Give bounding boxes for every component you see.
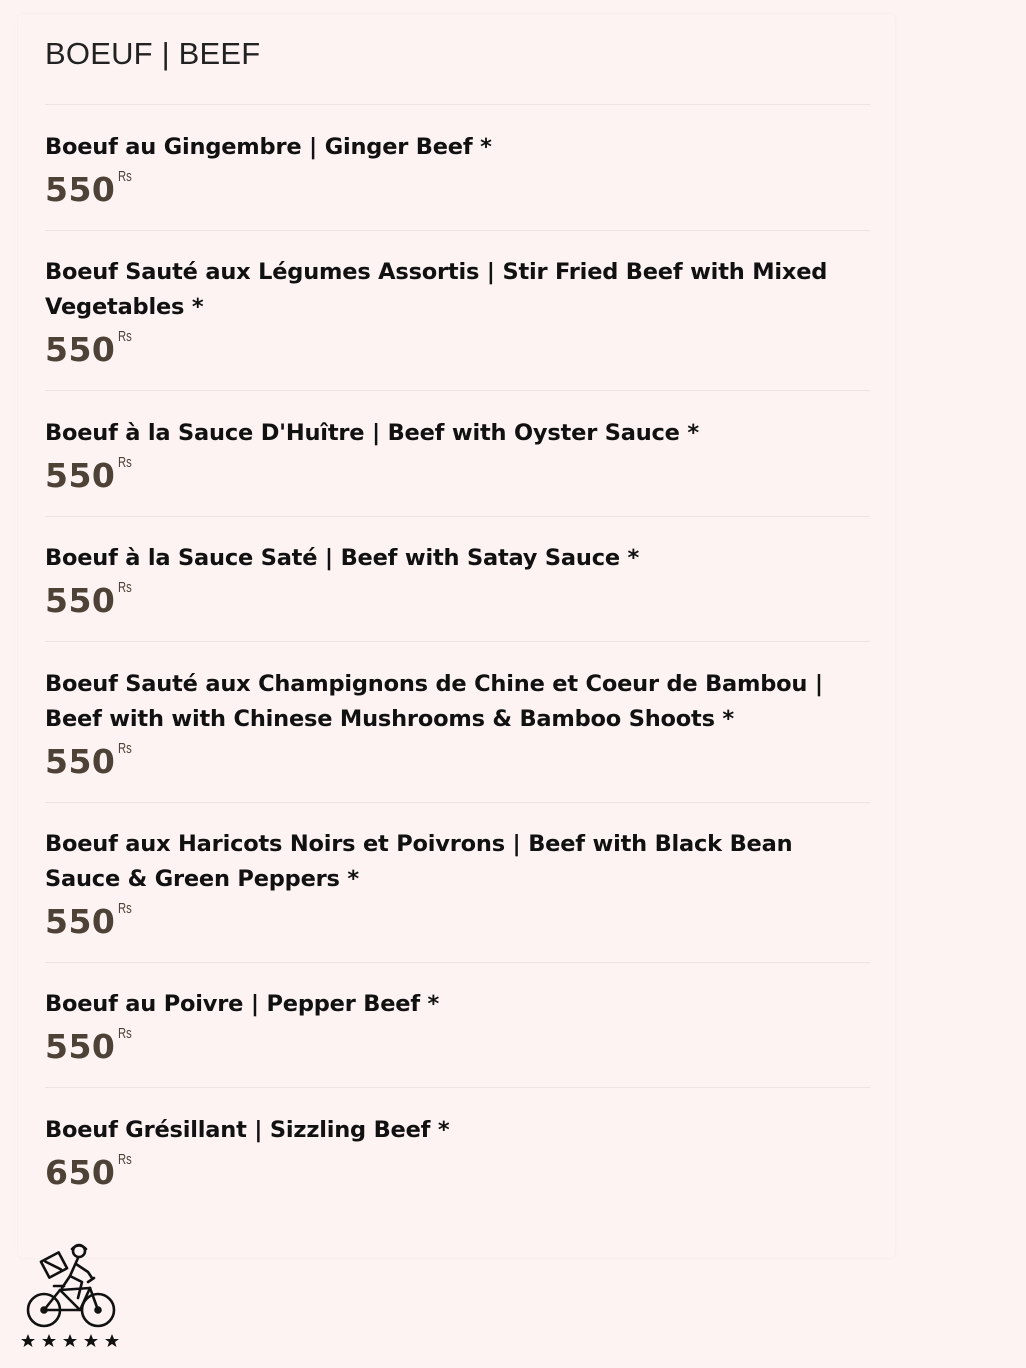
menu-item-name: Boeuf à la Sauce Saté | Beef with Satay Sauce *	[45, 545, 640, 571]
menu-item-price	[45, 330, 875, 376]
divider	[45, 641, 870, 642]
menu-item-satay-sauce-beef[interactable]	[45, 541, 875, 627]
menu-item-price	[45, 742, 875, 788]
menu-item-name: Boeuf Grésillant | Sizzling Beef *	[45, 1117, 450, 1143]
menu-item-price	[45, 456, 875, 502]
divider	[45, 516, 870, 517]
menu-item-name: Boeuf Sauté aux Légumes Assortis | Stir Fried Beef with Mixed Vegetables *	[45, 259, 828, 320]
section-title: BOEUF | BEEF	[45, 36, 261, 71]
menu-item-mushroom-bamboo-beef[interactable]	[45, 667, 875, 788]
divider	[45, 104, 870, 105]
price-value: 550	[45, 330, 116, 369]
price-currency: Rs	[118, 1151, 133, 1168]
menu-item-black-bean-beef[interactable]	[45, 827, 875, 948]
price-value: 650	[45, 1153, 116, 1192]
divider	[45, 230, 870, 231]
delivery-cyclist-icon	[18, 1242, 124, 1352]
divider	[45, 962, 870, 963]
menu-item-name: Boeuf aux Haricots Noirs et Poivrons | Beef with Black Bean Sauce & Green Peppers *	[45, 831, 793, 892]
menu-item-name: Boeuf au Poivre | Pepper Beef *	[45, 991, 440, 1017]
price-value: 550	[45, 456, 116, 495]
menu-item-oyster-sauce-beef[interactable]	[45, 416, 875, 502]
menu-item-name: Boeuf à la Sauce D'Huître | Beef with Oyster Sauce *	[45, 420, 699, 446]
five-stars-icon	[21, 1334, 119, 1347]
price-currency: Rs	[118, 168, 133, 185]
menu-item-price	[45, 581, 875, 627]
price-value: 550	[45, 742, 116, 781]
price-currency: Rs	[118, 579, 133, 596]
divider	[45, 802, 870, 803]
price-currency: Rs	[118, 454, 133, 471]
price-value: 550	[45, 902, 116, 941]
menu-item-price	[45, 902, 875, 948]
menu-item-name: Boeuf Sauté aux Champignons de Chine et Coeur de Bambou | Beef with with Chinese Mushrooms & Bamboo Shoots *	[45, 671, 823, 732]
price-value: 550	[45, 1027, 116, 1066]
menu-item-sizzling-beef[interactable]	[45, 1113, 875, 1199]
menu-item-pepper-beef[interactable]	[45, 987, 875, 1073]
price-value: 550	[45, 170, 116, 209]
menu-item-stir-fried-beef[interactable]	[45, 255, 875, 376]
menu-item-name: Boeuf au Gingembre | Ginger Beef *	[45, 134, 492, 160]
delivery-rating-badge[interactable]	[18, 1242, 124, 1352]
divider	[45, 390, 870, 391]
menu-item-ginger-beef[interactable]	[45, 130, 875, 216]
menu-item-price	[45, 1027, 875, 1073]
menu-section-card	[18, 14, 895, 1258]
price-currency: Rs	[118, 740, 133, 757]
price-currency: Rs	[118, 328, 133, 345]
menu-item-price	[45, 1153, 875, 1199]
price-currency: Rs	[118, 900, 133, 917]
divider	[45, 1087, 870, 1088]
menu-item-price	[45, 170, 875, 216]
price-currency: Rs	[118, 1025, 133, 1042]
price-value: 550	[45, 581, 116, 620]
